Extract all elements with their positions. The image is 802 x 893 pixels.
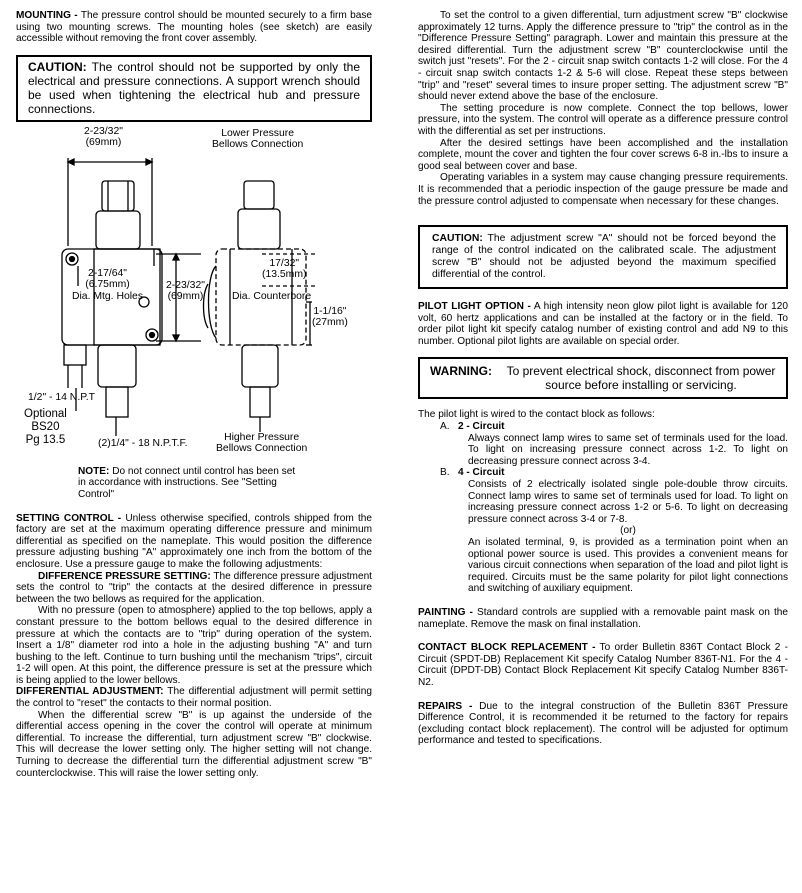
left-column (16, 10, 372, 779)
higher-bellows-label: Higher Pressure Bellows Connection (216, 431, 308, 455)
mounting-heading: MOUNTING - (16, 10, 78, 21)
pilot-light-paragraph: PILOT LIGHT OPTION - A high intensity neon glow pilot light is available for 120 volt, 60 hertz applications and can be installed at the factory or in the field. To order pilot light kit specify catalog number of existing control and add N9 to this number. Optional pilot lights are available on special order. (418, 301, 788, 347)
warning-text: To prevent electrical shock, disconnect from power source before installing or servicing. (506, 364, 776, 393)
warning-box (418, 357, 788, 399)
mounting-holes-label: 2-17/64" (6.75mm) Dia. Mtg. Holes (72, 267, 144, 302)
wiring-item-b: B. 4 - Circuit Consists of 2 electrically isolated single pole-double throw circuits. Connect lamp wires to same set of terminals used for load. To light on increasing pressure connect across 1-2 or 5-6. To light on decreasing pressure connect across 3-4 or 7-8. (or) An isolated terminal, 9, is provided as a termination point when an optional power source is used. This provides a convenient means for various circuit connections when separation of the load and pilot light is required. Circuits must be the same polarity for pilot light connections and switching of auxiliary equipment. (440, 467, 788, 595)
optional-bs20-label: Optional BS20 Pg 13.5 (24, 407, 67, 446)
mounting-paragraph: MOUNTING - The pressure control should be mounted securely to a firm base using two mounting screws. The mounting holes (see sketch) are easily accessible without removing the front cover assembly. (16, 10, 372, 45)
setting-control-paragraph: SETTING CONTROL - Unless otherwise specified, controls shipped from the factory are set at the maximum operating difference pressure and minimum differential as specified on the nameplate. This would position the difference pressure adjusting bushing "A" approximately one inch from the bottom of the enclosure. Use a pressure gauge to make the following adjustments: (16, 512, 372, 570)
no-pressure-paragraph: With no pressure (open to atmosphere) applied to the top bellows, apply a constant pressure to the bottom bellows equal to the desired difference in pressure at which the contacts are to "trip" during operation of the system. Insert a 1/8" diameter rod into a hole in the adjusting bushing "A" and turn bushing to the left. Continue to turn bushing until the mechanism "trips", circuit 1-2 will open. At this point, the difference pressure is set at the pressure which is being applied to the lower bellows. (16, 605, 372, 686)
wiring-item-a: A. 2 - Circuit Always connect lamp wires to same set of terminals used for the load. To light on increasing pressure connect across 1-2. To light on decreasing pressure connect across 3-4. (440, 421, 788, 467)
differential-adjustment-paragraph: DIFFERENTIAL ADJUSTMENT: The differential adjustment will permit setting the control to "reset" the contacts to their normal position. (16, 686, 372, 710)
contact-block-paragraph: CONTACT BLOCK REPLACEMENT - To order Bulletin 836T Contact Block 2 - Circuit (SPDT-DB) Replacement Kit specify Catalog Number 836T-N1. For the 4 - Circuit (DPDT-DB) Contact Block Replacement Kit specify Catalog Number 836T-N2. (418, 642, 788, 688)
or-separator: (or) (620, 525, 636, 537)
caution-heading: CAUTION: (28, 59, 87, 74)
caution-box-adjustment: CAUTION: The adjustment screw "A" should not be forced beyond the range of the control indicated on the calibrated scale. The adjustment screw "B" should not be adjusted beyond the maximum specified differential of the control. (418, 225, 788, 289)
right-column (418, 10, 788, 747)
wiring-intro: The pilot light is wired to the contact block as follows: (418, 409, 655, 421)
warning-heading: WARNING: (430, 364, 492, 379)
note-paragraph: NOTE: Do not connect until control has been set in accordance with instructions. See "Setting Control" (78, 465, 296, 500)
dimension-diagram (16, 126, 372, 456)
npt-half-label: 1/2" - 14 N.P.T (28, 391, 96, 403)
repairs-paragraph: REPAIRS - Due to the integral construction of the Bulletin 836T Pressure Difference Control, it is recommended it be returned to the factory for repairs (excluding contact block replacement). The control will be adjusted for optimum performance and tested to specifications. (418, 700, 788, 747)
lower-bellows-label: Lower Pressure Bellows Connection (212, 127, 304, 151)
after-settings-paragraph: After the desired settings have been accomplished and the installation complete, mount the cover and tighten the four cover screws 6-8 in.-lbs to insure a good seal between cover and base. (418, 137, 788, 172)
depth-dimension-label: 1-1/16" (27mm) (312, 305, 348, 329)
set-differential-paragraph: To set the control to a given differential, turn adjustment screw "B" clockwise approximately 12 turns. Apply the difference pressure to "trip" the control as in the "Difference Pressure Setting" paragraph. Lower and maintain this pressure at the desired differential. Turn the adjustment screw "B" counterclockwise until the switch just "resets". For the 2 - circuit snap switch contacts 1-2 will close. For the 4 - circuit snap switch contacts 1-2 & 5-6 will close. Repeat these steps between "trip" and "reset" several times to insure proper setting. The adjustment screw "B" should never extend above the base of the enclosure. (418, 10, 788, 103)
differential-screw-paragraph: When the differential screw "B" is up against the underside of the differential access opening in the cover the control will operate at minimum differential. To increase the differential, turn adjustment screw "B" clockwise. This will decrease the lower setting only. The higher setting will not change. Turning to decrease the differential turn the differential adjustment screw "B" counterclockwise. This will raise the lower setting only. (16, 709, 372, 779)
counterbore-desc-label: Dia. Counterbore (232, 290, 312, 302)
difference-pressure-paragraph: DIFFERENCE PRESSURE SETTING: The difference pressure adjustment sets the control to "trip" the contacts at the desired difference in pressure between the two bellows as required for the application. (16, 570, 372, 605)
counterbore-label: 17/32" (13.5mm) (262, 257, 307, 281)
operating-variables-paragraph: Operating variables in a system may cause changing pressure requirements. It is recommended that a periodic inspection of the gauge pressure be made and the pressure control adjusted to compensate when necessary for these changes. (418, 172, 788, 207)
painting-paragraph: PAINTING - Standard controls are supplied with a removable paint mask on the nameplate. Remove the mask on final installation. (418, 606, 788, 630)
width-dimension-label: 2-23/32" (69mm) (84, 125, 123, 149)
height-dimension-label: 2-23/32" (69mm) (166, 279, 205, 303)
setting-complete-paragraph: The setting procedure is now complete. Connect the top bellows, lower pressure, into the system. The control will operate as a difference pressure control with the differential as set per instructions. (418, 102, 788, 137)
nptf-label: (2)1/4" - 18 N.P.T.F. (98, 437, 188, 449)
caution-box-mounting: CAUTION: The control should not be supported by only the electrical and pressure connections. A support wrench should be used when tightening the electrical hub and pressure connections. (16, 55, 372, 122)
